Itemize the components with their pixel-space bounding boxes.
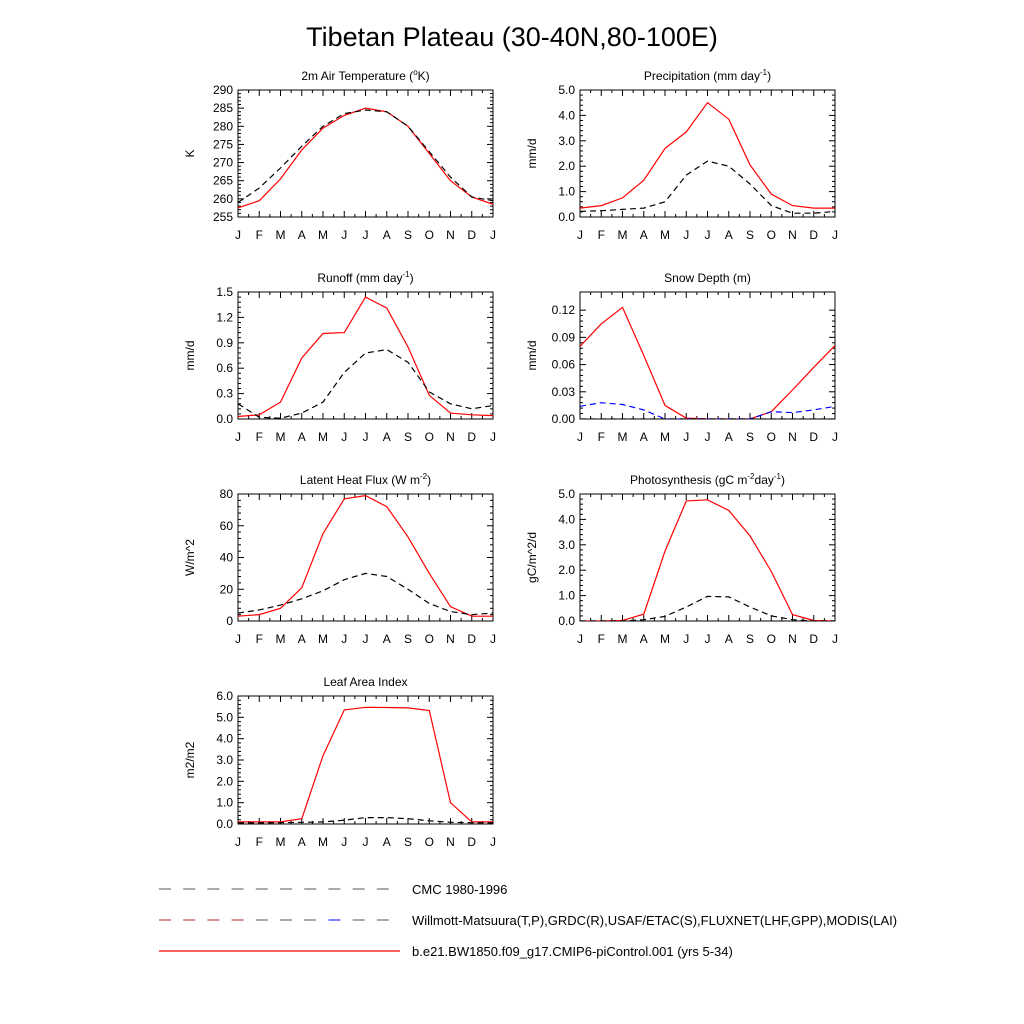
x-tick-label: A xyxy=(297,632,306,646)
y-axis-label: gC/m^2/d xyxy=(525,532,539,583)
x-tick-label: A xyxy=(639,430,648,444)
x-tick-label: J xyxy=(490,430,496,444)
x-tick-label: M xyxy=(318,228,328,242)
x-tick-label: O xyxy=(424,835,434,849)
y-tick-label: 3.0 xyxy=(558,537,575,552)
panel-2 xyxy=(525,68,838,242)
y-tick-label: 0 xyxy=(226,614,233,628)
panels xyxy=(183,68,838,849)
y-axis-label: mm/d xyxy=(525,340,539,371)
x-tick-label: J xyxy=(341,228,348,242)
y-tick-label: 2.0 xyxy=(558,563,575,578)
x-tick-label: F xyxy=(255,632,263,646)
y-tick-label: 80 xyxy=(219,487,233,501)
y-tick-label: 0.06 xyxy=(551,357,575,372)
x-tick-label: F xyxy=(597,632,605,646)
plot-frame xyxy=(580,494,835,621)
x-tick-label: F xyxy=(597,228,605,242)
x-tick-label: A xyxy=(724,632,733,646)
x-tick-label: J xyxy=(683,632,690,646)
x-tick-label: M xyxy=(617,228,628,242)
x-tick-label: A xyxy=(297,228,306,242)
y-tick-label: 5.0 xyxy=(558,487,575,501)
x-tick-label: J xyxy=(235,228,241,242)
x-tick-label: A xyxy=(382,632,391,646)
x-tick-label: A xyxy=(297,430,306,444)
y-tick-label: 270 xyxy=(212,155,233,170)
y-tick-label: 3.0 xyxy=(216,753,233,767)
legend-label: Willmott-Matsuura(T,P),GRDC(R),USAF/ETAC(S),FLUXNET(LHF,GPP),MODIS(LAI) xyxy=(412,913,898,928)
legend-label: b.e21.BW1850.f09_g17.CMIP6-piControl.001 (yrs 5-34) xyxy=(412,944,733,959)
panel-3 xyxy=(183,270,496,444)
figure-title: Tibetan Plateau (30-40N,80-100E) xyxy=(306,22,718,52)
x-tick-label: F xyxy=(255,835,263,849)
x-tick-label: M xyxy=(660,632,670,646)
x-tick-label: S xyxy=(403,228,413,242)
x-tick-label: D xyxy=(467,228,477,242)
y-tick-label: 0.0 xyxy=(558,210,575,224)
panel-1 xyxy=(183,68,496,242)
legend-item xyxy=(159,944,733,959)
x-tick-label: N xyxy=(446,430,455,444)
x-tick-label: N xyxy=(446,632,455,646)
series-line-2 xyxy=(238,350,493,419)
plot-frame xyxy=(238,90,493,217)
x-tick-label: D xyxy=(809,430,819,444)
legend xyxy=(159,882,897,959)
x-tick-label: M xyxy=(275,430,286,444)
x-tick-label: F xyxy=(597,430,605,444)
x-tick-label: N xyxy=(788,228,797,242)
legend-item xyxy=(159,882,507,897)
panel-title: Leaf Area Index xyxy=(323,675,408,689)
y-tick-label: 4.0 xyxy=(216,731,233,746)
x-tick-label: J xyxy=(341,632,348,646)
x-tick-label: D xyxy=(467,632,477,646)
series-line-1 xyxy=(238,496,493,617)
x-tick-label: J xyxy=(362,228,369,242)
series-line-1 xyxy=(580,500,835,621)
x-tick-label: D xyxy=(467,430,477,444)
series-line-1 xyxy=(580,103,835,208)
y-tick-label: 40 xyxy=(219,550,233,565)
x-tick-label: F xyxy=(255,228,263,242)
y-tick-label: 0.6 xyxy=(216,361,233,376)
y-tick-label: 1.0 xyxy=(558,184,575,199)
panel-title: 2m Air Temperature ($^o$K) xyxy=(301,68,430,83)
y-tick-label: 5.0 xyxy=(558,83,575,97)
x-tick-label: J xyxy=(341,430,348,444)
panel-4 xyxy=(525,271,838,444)
plot-frame xyxy=(580,90,835,217)
plot-frame xyxy=(238,696,493,824)
x-tick-label: D xyxy=(467,835,477,849)
x-tick-label: J xyxy=(683,430,690,444)
y-tick-label: 2.0 xyxy=(558,159,575,174)
x-tick-label: J xyxy=(832,228,838,242)
y-tick-label: 255 xyxy=(212,210,233,224)
x-tick-label: M xyxy=(318,430,328,444)
plot-frame xyxy=(238,494,493,621)
x-tick-label: J xyxy=(683,228,690,242)
x-tick-label: J xyxy=(362,632,369,646)
x-tick-label: O xyxy=(424,430,434,444)
y-tick-label: 1.2 xyxy=(216,310,233,325)
y-axis-label: W/m^2 xyxy=(183,539,197,576)
x-tick-label: J xyxy=(704,632,711,646)
y-axis-label: K xyxy=(183,149,197,158)
x-tick-label: O xyxy=(766,430,776,444)
x-tick-label: S xyxy=(403,632,413,646)
y-tick-label: 5.0 xyxy=(216,710,233,725)
y-tick-label: 275 xyxy=(212,137,233,152)
panel-6 xyxy=(525,472,838,646)
y-tick-label: 290 xyxy=(212,83,233,97)
x-tick-label: N xyxy=(788,430,797,444)
y-tick-label: 0.0 xyxy=(558,614,575,628)
x-tick-label: A xyxy=(382,430,391,444)
x-tick-label: J xyxy=(490,632,496,646)
y-tick-label: 0.00 xyxy=(551,412,575,426)
x-tick-label: A xyxy=(724,228,733,242)
y-tick-label: 265 xyxy=(212,173,233,188)
x-tick-label: J xyxy=(235,430,241,444)
x-tick-label: J xyxy=(235,632,241,646)
x-tick-label: M xyxy=(275,632,286,646)
y-axis-label: mm/d xyxy=(183,340,197,371)
x-tick-label: S xyxy=(403,835,413,849)
x-tick-label: J xyxy=(490,835,496,849)
panel-title: Photosynthesis (gC $m^{-2}day^{-1}$) xyxy=(630,472,785,487)
y-tick-label: 4.0 xyxy=(558,512,575,527)
y-axis-label: mm/d xyxy=(525,138,539,169)
series-line-1 xyxy=(238,297,493,416)
y-tick-label: 1.0 xyxy=(216,795,233,810)
y-tick-label: 0.09 xyxy=(551,330,575,345)
x-tick-label: A xyxy=(382,228,391,242)
y-tick-label: 2.0 xyxy=(216,774,233,789)
x-tick-label: M xyxy=(660,430,670,444)
x-tick-label: S xyxy=(403,430,413,444)
series-line-1 xyxy=(238,707,493,822)
x-tick-label: J xyxy=(704,430,711,444)
x-tick-label: O xyxy=(424,632,434,646)
x-tick-label: N xyxy=(446,835,455,849)
plot-frame xyxy=(238,292,493,419)
legend-label: CMC 1980-1996 xyxy=(412,882,508,897)
panel-title: Latent Heat Flux (W $m^{-2}$) xyxy=(299,472,432,487)
x-tick-label: O xyxy=(766,228,776,242)
y-tick-label: 60 xyxy=(219,518,233,533)
panel-5 xyxy=(183,472,496,646)
panel-7 xyxy=(183,675,496,849)
panel-title: Precipitation (mm day$^{-1}$) xyxy=(643,68,772,83)
x-tick-label: A xyxy=(297,835,306,849)
x-tick-label: N xyxy=(446,228,455,242)
x-tick-label: J xyxy=(362,835,369,849)
x-tick-label: S xyxy=(745,228,755,242)
x-tick-label: O xyxy=(766,632,776,646)
x-tick-label: A xyxy=(639,632,648,646)
y-tick-label: 0.0 xyxy=(216,817,233,831)
x-tick-label: D xyxy=(809,228,819,242)
x-tick-label: J xyxy=(341,835,348,849)
series-line-1 xyxy=(580,307,835,419)
x-tick-label: S xyxy=(745,632,755,646)
y-tick-label: 3.0 xyxy=(558,133,575,148)
x-tick-label: M xyxy=(318,835,328,849)
x-tick-label: J xyxy=(832,632,838,646)
series-line-1 xyxy=(238,108,493,208)
y-tick-label: 260 xyxy=(212,191,233,206)
x-tick-label: J xyxy=(577,228,583,242)
series-line-2 xyxy=(580,161,835,213)
x-tick-label: N xyxy=(788,632,797,646)
x-tick-label: M xyxy=(275,835,286,849)
x-tick-label: O xyxy=(424,228,434,242)
x-tick-label: J xyxy=(577,632,583,646)
x-tick-label: J xyxy=(490,228,496,242)
y-tick-label: 6.0 xyxy=(216,689,233,703)
x-tick-label: D xyxy=(809,632,819,646)
y-tick-label: 4.0 xyxy=(558,108,575,123)
x-tick-label: J xyxy=(235,835,241,849)
x-tick-label: S xyxy=(745,430,755,444)
x-tick-label: A xyxy=(382,835,391,849)
x-tick-label: F xyxy=(255,430,263,444)
legend-item xyxy=(159,913,897,928)
y-tick-label: 0.9 xyxy=(216,335,233,350)
x-tick-label: M xyxy=(660,228,670,242)
y-axis-label: m2/m2 xyxy=(183,741,197,779)
y-tick-label: 0.12 xyxy=(551,303,575,318)
panel-title: Runoff (mm day$^{-1}$) xyxy=(317,270,414,285)
y-tick-label: 0.3 xyxy=(216,386,233,401)
x-tick-label: J xyxy=(362,430,369,444)
x-tick-label: M xyxy=(617,632,628,646)
panel-title: Snow Depth (m) xyxy=(664,271,751,285)
x-tick-label: M xyxy=(318,632,328,646)
x-tick-label: J xyxy=(832,430,838,444)
x-tick-label: M xyxy=(275,228,286,242)
x-tick-label: A xyxy=(724,430,733,444)
x-tick-label: J xyxy=(577,430,583,444)
y-tick-label: 20 xyxy=(219,582,233,597)
y-tick-label: 1.0 xyxy=(558,588,575,603)
x-tick-label: A xyxy=(639,228,648,242)
x-tick-label: M xyxy=(617,430,628,444)
y-tick-label: 1.5 xyxy=(216,285,233,299)
x-tick-label: J xyxy=(704,228,711,242)
y-tick-label: 0.03 xyxy=(551,384,575,399)
series-line-2 xyxy=(238,110,493,203)
y-tick-label: 280 xyxy=(212,119,233,134)
y-tick-label: 0.0 xyxy=(216,412,233,426)
y-tick-label: 285 xyxy=(212,101,233,116)
